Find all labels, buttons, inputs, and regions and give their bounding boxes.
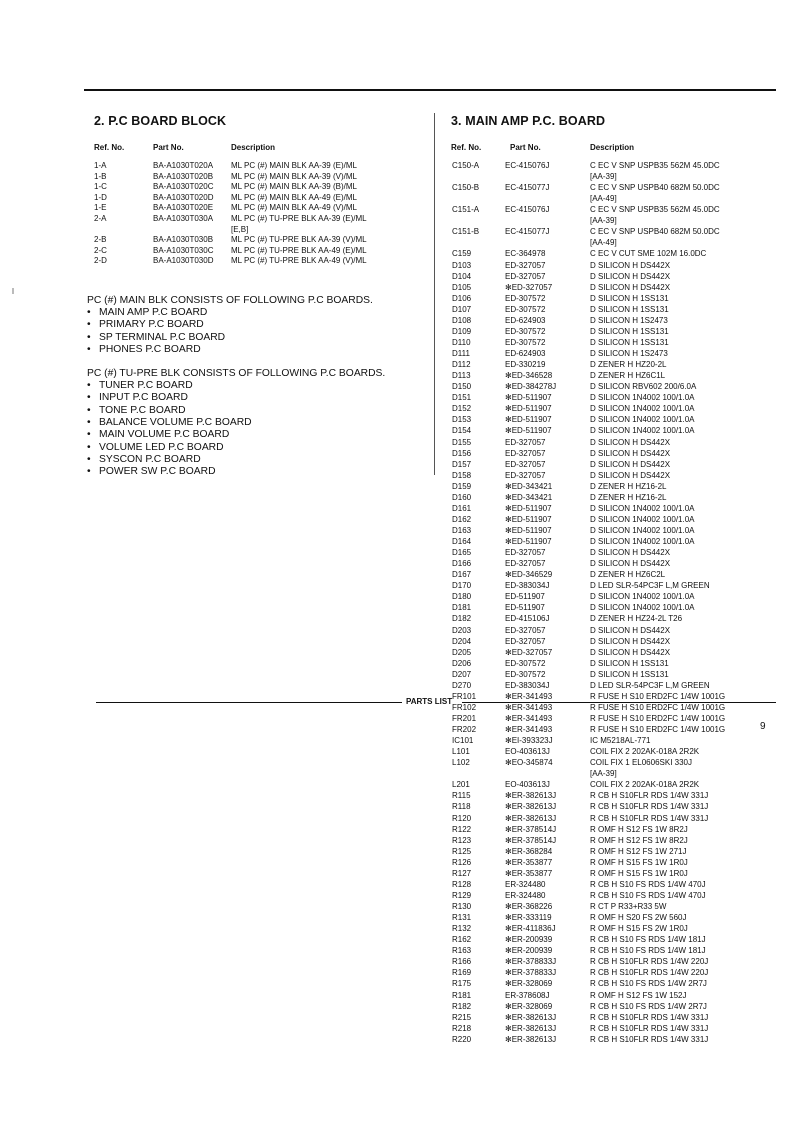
column-divider: [434, 113, 435, 475]
cell-ref-no: 1-B: [94, 171, 107, 181]
bullet-icon: •: [87, 466, 91, 478]
cell-ref-no: D161: [452, 503, 472, 513]
cell-ref-no: 2-A: [94, 214, 107, 223]
cell-ref-no: FR202: [452, 725, 477, 735]
cell-description: [E,B]: [231, 224, 249, 234]
cell-part-no: ✻ER-382613J: [505, 1012, 557, 1022]
cell-description: R OMF H S15 FS 1W 1R0J: [590, 857, 688, 867]
cell-description: ML PC (#) TU-PRE BLK AA-49 (V)/ML: [231, 256, 367, 266]
cell-part-no: ✻ER-200939: [505, 935, 553, 945]
bullet-icon: •: [87, 331, 91, 343]
cell-ref-no: D167: [452, 570, 472, 580]
cell-ref-no: R218: [452, 1023, 472, 1033]
cell-ref-no: C151-B: [452, 227, 480, 237]
cell-description: R CT P R33+R33 5W: [590, 902, 667, 912]
cell-part-no: ED-307572: [505, 304, 546, 314]
cell-ref-no: R115: [452, 791, 471, 801]
cell-description: R CB H S10FLR RDS 1/4W 331J: [590, 813, 709, 823]
cell-part-no: ED-624903: [505, 349, 546, 359]
cell-part-no: EO-403613J: [505, 747, 550, 757]
cell-ref-no: D112: [452, 360, 471, 370]
cell-ref-no: D104: [452, 271, 472, 281]
cell-part-no: BA-A1030T020E: [153, 203, 214, 213]
cell-ref-no: FR101: [452, 691, 477, 701]
cell-description: R FUSE H S10 ERD2FC 1/4W 1001G: [590, 702, 726, 712]
list-item-label: PHONES P.C BOARD: [99, 343, 201, 355]
cell-part-no: ✻ED-511907: [505, 525, 552, 535]
cell-ref-no: 2-D: [94, 256, 107, 266]
list-item-label: BALANCE VOLUME P.C BOARD: [99, 416, 252, 428]
cell-description: [AA-39]: [590, 172, 617, 182]
cell-description: D SILICON 1N4002 100/1.0A: [590, 525, 695, 535]
cell-ref-no: D111: [452, 349, 470, 359]
cell-description: D SILICON H DS442X: [590, 448, 671, 458]
cell-description: ML PC (#) MAIN BLK AA-39 (E)/ML: [231, 161, 357, 170]
list-item-label: MAIN AMP P.C BOARD: [99, 307, 208, 318]
cell-ref-no: D162: [452, 514, 472, 524]
cell-part-no: ✻ED-511907: [505, 415, 552, 425]
cell-part-no: ED-327057: [505, 437, 546, 447]
cell-description: R FUSE H S10 ERD2FC 1/4W 1001G: [590, 714, 726, 723]
cell-part-no: ED-327057: [505, 548, 546, 558]
cell-part-no: BA-A1030T030A: [153, 214, 214, 223]
cell-part-no: EC-415077J: [505, 183, 550, 193]
footer-rule-left: [96, 702, 402, 703]
cell-part-no: ✻ER-353877: [505, 868, 553, 878]
cell-description: R CB H S10FLR RDS 1/4W 220J: [590, 957, 709, 967]
bullet-icon: •: [87, 404, 91, 416]
cell-part-no: ✻ER-341493: [505, 714, 553, 723]
cell-part-no: ✻ER-378514J: [505, 824, 557, 834]
cell-description: D SILICON 1N4002 100/1.0A: [590, 603, 695, 613]
cell-ref-no: R163: [452, 946, 472, 956]
cell-part-no: ✻ER-341493: [505, 725, 553, 735]
cell-part-no: ✻ER-368284: [505, 846, 553, 856]
cell-description: D SILICON H DS442X: [590, 459, 671, 469]
cell-ref-no: D108: [452, 315, 472, 325]
cell-description: D SILICON H 1SS131: [590, 326, 669, 336]
cell-part-no: ED-327057: [505, 625, 546, 635]
bullet-icon: •: [87, 380, 91, 391]
cell-part-no: ED-511907: [505, 592, 545, 602]
cell-ref-no: D155: [452, 437, 472, 447]
main-blk-heading: PC (#) MAIN BLK CONSISTS OF FOLLOWING P.C BOARDS.: [87, 295, 373, 306]
cell-part-no: ✻ER-378514J: [505, 835, 557, 845]
cell-description: D SILICON H DS442X: [590, 559, 671, 569]
cell-part-no: ✻ER-333119: [505, 913, 552, 923]
cell-part-no: ED-327057: [505, 448, 546, 458]
cell-part-no: ✻ED-343421: [505, 492, 553, 502]
cell-description: R CB H S10 FS RDS 1/4W 2R7J: [590, 1001, 707, 1011]
cell-part-no: EO-403613J: [505, 780, 550, 790]
cell-part-no: ✻ED-511907: [505, 404, 552, 414]
cell-description: D SILICON H DS442X: [590, 647, 671, 657]
page-number: 9: [760, 721, 766, 732]
cell-description: COIL FIX 1 EL0606SKI 330J: [590, 758, 692, 768]
cell-description: R OMF H S12 FS 1W 271J: [590, 846, 687, 856]
cell-description: R CB H S10FLR RDS 1/4W 331J: [590, 1034, 709, 1044]
cell-description: R OMF H S15 FS 1W 1R0J: [590, 868, 688, 878]
list-item-label: MAIN VOLUME P.C BOARD: [99, 429, 230, 441]
cell-ref-no: R182: [452, 1001, 472, 1011]
cell-description: D ZENER H HZ16-2L: [590, 481, 667, 491]
cell-part-no: ✻ER-368226: [505, 902, 553, 912]
cell-ref-no: R166: [452, 957, 472, 967]
cell-part-no: ✻EO-345874: [505, 758, 553, 768]
cell-part-no: ✻ED-327057: [505, 282, 553, 292]
bullet-icon: •: [87, 343, 91, 355]
cell-part-no: BA-A1030T030B: [153, 235, 214, 245]
cell-ref-no: R215: [452, 1012, 472, 1022]
cell-ref-no: R162: [452, 935, 472, 945]
cell-ref-no: D106: [452, 293, 472, 303]
cell-description: [AA-49]: [590, 194, 617, 204]
cell-ref-no: R129: [452, 890, 472, 900]
cell-part-no: ED-327057: [505, 260, 546, 270]
cell-part-no: BA-A1030T020B: [153, 171, 214, 181]
cell-part-no: BA-A1030T020C: [153, 182, 214, 192]
header-part-no: Part No.: [153, 143, 184, 152]
list-item-label: SYSCON P.C BOARD: [99, 453, 201, 465]
cell-description: D SILICON 1N4002 100/1.0A: [590, 503, 695, 513]
cell-description: D SILICON H DS442X: [590, 548, 671, 558]
cell-description: D SILICON H 1SS131: [590, 304, 669, 314]
cell-part-no: ✻ER-411836J: [505, 924, 556, 934]
cell-description: D SILICON H 1SS131: [590, 337, 669, 347]
cell-description: D SILICON 1N4002 100/1.0A: [590, 404, 695, 414]
cell-part-no: EC-415077J: [505, 227, 550, 237]
cell-ref-no: D180: [452, 592, 472, 602]
cell-description: [AA-49]: [590, 238, 617, 248]
cell-description: D SILICON H 1SS131: [590, 658, 669, 668]
cell-ref-no: R128: [452, 879, 472, 889]
cell-part-no: ✻ED-511907: [505, 426, 552, 436]
cell-part-no: EC-415076J: [505, 161, 550, 170]
cell-description: D ZENER H HZ6C2L: [590, 570, 666, 580]
cell-ref-no: D151: [452, 393, 472, 403]
cell-ref-no: D206: [452, 658, 472, 668]
header-part-no: Part No.: [510, 143, 541, 152]
cell-description: R CB H S10FLR RDS 1/4W 331J: [590, 1012, 709, 1022]
cell-description: D SILICON 1N4002 100/1.0A: [590, 537, 695, 547]
cell-description: R CB H S10FLR RDS 1/4W 331J: [590, 1023, 709, 1033]
list-item-label: VOLUME LED P.C BOARD: [99, 441, 224, 453]
cell-description: D SILICON H 1SS131: [590, 669, 669, 679]
section-title-main-amp: 3. MAIN AMP P.C. BOARD: [451, 114, 606, 128]
cell-part-no: ✻ER-328069: [505, 1001, 553, 1011]
cell-part-no: BA-A1030T020D: [153, 192, 214, 202]
cell-part-no: ✻ER-382613J: [505, 1023, 557, 1033]
list-item-label: INPUT P.C BOARD: [99, 392, 188, 404]
section-title-pc-board-block: 2. P.C BOARD BLOCK: [94, 114, 227, 128]
cell-ref-no: R132: [452, 924, 472, 934]
bullet-icon: •: [87, 441, 91, 453]
cell-part-no: ✻ER-382613J: [505, 813, 557, 823]
cell-ref-no: R126: [452, 857, 472, 867]
cell-description: R FUSE H S10 ERD2FC 1/4W 1001G: [590, 725, 726, 735]
cell-ref-no: D107: [452, 304, 472, 314]
cell-part-no: BA-A1030T030D: [153, 256, 214, 266]
cell-description: C EC V SNP USPB35 562M 45.0DC: [590, 161, 720, 170]
cell-part-no: ED-327057: [505, 459, 546, 469]
cell-ref-no: L201: [452, 780, 470, 790]
cell-description: C EC V SNP USPB35 562M 45.0DC: [590, 205, 720, 215]
cell-part-no: ED-327057: [505, 470, 546, 480]
cell-ref-no: R123: [452, 835, 472, 845]
cell-ref-no: D105: [452, 282, 472, 292]
cell-description: R CB H S10 FS RDS 1/4W 2R7J: [590, 979, 707, 989]
cell-description: C EC V SNP USPB40 682M 50.0DC: [590, 183, 720, 193]
top-rule: [84, 89, 776, 91]
left-edge-mark: [12, 288, 14, 294]
cell-part-no: ER-378608J: [505, 990, 550, 1000]
cell-ref-no: L102: [452, 758, 470, 768]
bullet-icon: •: [87, 429, 91, 441]
cell-ref-no: FR102: [452, 702, 477, 712]
cell-ref-no: R125: [452, 846, 472, 856]
cell-part-no: ✻ED-346529: [505, 570, 553, 580]
cell-ref-no: 1-A: [94, 161, 107, 170]
cell-ref-no: R169: [452, 968, 472, 978]
cell-description: R OMF H S15 FS 2W 1R0J: [590, 924, 688, 934]
cell-description: R CB H S10FLR RDS 1/4W 331J: [590, 791, 709, 801]
cell-part-no: ✻ER-341493: [505, 702, 553, 712]
cell-part-no: ✻ER-382613J: [505, 802, 557, 812]
cell-ref-no: 1-D: [94, 192, 107, 202]
cell-description: R FUSE H S10 ERD2FC 1/4W 1001G: [590, 691, 726, 701]
cell-description: D SILICON H DS442X: [590, 271, 671, 281]
cell-ref-no: C159: [452, 249, 472, 259]
cell-part-no: ED-383034J: [505, 581, 550, 591]
cell-description: D ZENER H HZ20-2L: [590, 360, 667, 370]
cell-description: D LED SLR-54PC3F L,M GREEN: [590, 581, 710, 591]
cell-description: R CB H S10 FS RDS 1/4W 470J: [590, 879, 706, 889]
cell-ref-no: D205: [452, 647, 472, 657]
cell-description: D SILICON H 1S2473: [590, 349, 668, 359]
cell-ref-no: D157: [452, 459, 472, 469]
cell-description: D ZENER H HZ6C1L: [590, 371, 666, 381]
cell-description: R CB H S10FLR RDS 1/4W 331J: [590, 802, 709, 812]
cell-ref-no: D163: [452, 525, 472, 535]
cell-ref-no: 1-C: [94, 182, 107, 192]
cell-description: D ZENER H HZ16-2L: [590, 492, 667, 502]
cell-part-no: ED-330219: [505, 360, 546, 370]
header-ref-no: Ref. No.: [451, 143, 482, 152]
cell-ref-no: D153: [452, 415, 472, 425]
cell-ref-no: R220: [452, 1034, 472, 1044]
bullet-icon: •: [87, 392, 91, 404]
cell-ref-no: 2-B: [94, 235, 107, 245]
cell-description: ML PC (#) TU-PRE BLK AA-39 (V)/ML: [231, 235, 367, 245]
cell-description: D SILICON 1N4002 100/1.0A: [590, 393, 695, 403]
cell-ref-no: D170: [452, 581, 472, 591]
cell-part-no: ✻ED-384278J: [505, 382, 557, 392]
cell-description: D ZENER H HZ24-2L T26: [590, 614, 683, 624]
cell-ref-no: D203: [452, 625, 472, 635]
cell-description: R CB H S10 FS RDS 1/4W 181J: [590, 935, 706, 945]
cell-description: C EC V CUT SME 102M 16.0DC: [590, 249, 707, 259]
bullet-icon: •: [87, 307, 91, 318]
cell-description: [AA-39]: [590, 216, 617, 226]
cell-part-no: ED-624903: [505, 315, 546, 325]
cell-part-no: ED-383034J: [505, 680, 550, 690]
cell-part-no: EC-364978: [505, 249, 546, 259]
cell-description: D SILICON RBV602 200/6.0A: [590, 382, 697, 392]
cell-ref-no: D159: [452, 481, 472, 491]
cell-part-no: ED-307572: [505, 293, 546, 303]
cell-part-no: ED-327057: [505, 559, 546, 569]
cell-description: [AA-39]: [590, 769, 617, 779]
cell-part-no: ED-415106J: [505, 614, 550, 624]
cell-part-no: ED-327057: [505, 636, 546, 646]
cell-description: R OMF H S20 FS 2W 560J: [590, 913, 687, 923]
cell-ref-no: D156: [452, 448, 472, 458]
cell-description: ML PC (#) TU-PRE BLK AA-39 (E)/ML: [231, 214, 367, 223]
cell-part-no: ✻ER-341493: [505, 691, 553, 701]
footer-label: PARTS LIST: [406, 697, 453, 706]
cell-part-no: ED-327057: [505, 271, 546, 281]
list-item-label: PRIMARY P.C BOARD: [99, 319, 204, 331]
cell-description: D SILICON 1N4002 100/1.0A: [590, 592, 695, 602]
cell-ref-no: D166: [452, 559, 472, 569]
header-ref-no: Ref. No.: [94, 143, 125, 152]
cell-part-no: ✻ER-328069: [505, 979, 553, 989]
cell-ref-no: 1-E: [94, 203, 107, 213]
cell-ref-no: R181: [452, 990, 472, 1000]
cell-ref-no: L101: [452, 747, 470, 757]
cell-description: C EC V SNP USPB40 682M 50.0DC: [590, 227, 720, 237]
cell-description: ML PC (#) MAIN BLK AA-49 (V)/ML: [231, 203, 357, 213]
cell-description: ML PC (#) MAIN BLK AA-39 (B)/ML: [231, 182, 357, 192]
cell-ref-no: D109: [452, 326, 472, 336]
cell-description: D SILICON H DS442X: [590, 260, 671, 270]
cell-description: D SILICON H DS442X: [590, 636, 671, 646]
cell-ref-no: R175: [452, 979, 472, 989]
cell-description: D SILICON H 1S2473: [590, 315, 668, 325]
cell-ref-no: D165: [452, 548, 472, 558]
cell-part-no: ED-307572: [505, 669, 546, 679]
cell-ref-no: FR201: [452, 714, 477, 723]
cell-description: ML PC (#) MAIN BLK AA-39 (V)/ML: [231, 171, 357, 181]
tupre-blk-heading: PC (#) TU-PRE BLK CONSISTS OF FOLLOWING P.C BOARDS.: [87, 368, 386, 379]
cell-ref-no: C150-B: [452, 183, 480, 193]
cell-ref-no: 2-C: [94, 245, 107, 255]
cell-description: D SILICON H DS442X: [590, 625, 671, 635]
cell-description: D SILICON H 1SS131: [590, 293, 669, 303]
cell-part-no: ED-307572: [505, 337, 546, 347]
cell-part-no: ER-324480: [505, 890, 546, 900]
cell-description: D SILICON H DS442X: [590, 282, 671, 292]
footer-rule-right: [462, 702, 776, 703]
cell-ref-no: C151-A: [452, 205, 480, 215]
cell-description: R CB H S10 FS RDS 1/4W 470J: [590, 890, 706, 900]
cell-ref-no: D150: [452, 382, 472, 392]
cell-part-no: ✻ER-200939: [505, 946, 553, 956]
cell-description: R OMF H S12 FS 1W 8R2J: [590, 824, 688, 834]
cell-part-no: ✻ER-382613J: [505, 1034, 557, 1044]
cell-part-no: ✻ED-511907: [505, 393, 552, 403]
cell-part-no: ED-307572: [505, 326, 546, 336]
cell-ref-no: R118: [452, 802, 471, 812]
cell-description: D SILICON H DS442X: [590, 437, 671, 447]
cell-part-no: ✻ED-511907: [505, 503, 552, 513]
cell-part-no: ✻ED-343421: [505, 481, 553, 491]
cell-description: ML PC (#) MAIN BLK AA-49 (E)/ML: [231, 192, 357, 202]
cell-ref-no: R120: [452, 813, 472, 823]
cell-description: D SILICON 1N4002 100/1.0A: [590, 514, 695, 524]
cell-description: IC M5218AL-771: [590, 736, 651, 746]
cell-ref-no: R130: [452, 902, 472, 912]
cell-part-no: ✻ED-511907: [505, 537, 552, 547]
cell-part-no: ✻EI-393323J: [505, 736, 553, 746]
cell-ref-no: R131: [452, 913, 472, 923]
bullet-icon: •: [87, 319, 91, 331]
cell-ref-no: D113: [452, 371, 471, 381]
cell-description: D LED SLR-54PC3F L,M GREEN: [590, 680, 710, 690]
cell-part-no: ✻ER-378833J: [505, 968, 557, 978]
cell-description: ML PC (#) TU-PRE BLK AA-49 (E)/ML: [231, 245, 367, 255]
cell-ref-no: D154: [452, 426, 472, 436]
cell-ref-no: D164: [452, 537, 472, 547]
header-description: Description: [590, 143, 635, 152]
list-item-label: TONE P.C BOARD: [99, 404, 186, 416]
cell-ref-no: C150-A: [452, 161, 480, 170]
list-item-label: TUNER P.C BOARD: [99, 380, 193, 391]
cell-part-no: ✻ED-327057: [505, 647, 553, 657]
cell-ref-no: D181: [452, 603, 472, 613]
header-description: Description: [231, 143, 276, 152]
cell-part-no: EC-415076J: [505, 205, 550, 215]
cell-description: R CB H S10 FS RDS 1/4W 181J: [590, 946, 706, 956]
cell-ref-no: D207: [452, 669, 472, 679]
cell-part-no: ✻ED-511907: [505, 514, 552, 524]
cell-ref-no: D152: [452, 404, 472, 414]
cell-part-no: ED-511907: [505, 603, 545, 613]
list-item-label: POWER SW P.C BOARD: [99, 466, 216, 478]
cell-description: D SILICON H DS442X: [590, 470, 671, 480]
cell-ref-no: IC101: [452, 736, 474, 746]
cell-ref-no: D270: [452, 680, 472, 690]
cell-part-no: ✻ER-353877: [505, 857, 553, 867]
cell-ref-no: D158: [452, 470, 472, 480]
cell-part-no: ED-307572: [505, 658, 546, 668]
cell-part-no: ✻ER-378833J: [505, 957, 557, 967]
cell-description: COIL FIX 2 202AK-018A 2R2K: [590, 780, 700, 790]
cell-part-no: BA-A1030T020A: [153, 161, 214, 170]
cell-ref-no: D160: [452, 492, 472, 502]
cell-ref-no: D103: [452, 260, 472, 270]
cell-description: R CB H S10FLR RDS 1/4W 220J: [590, 968, 709, 978]
list-item-label: SP TERMINAL P.C BOARD: [99, 331, 226, 343]
cell-description: R OMF H S12 FS 1W 152J: [590, 990, 687, 1000]
cell-ref-no: R127: [452, 868, 472, 878]
cell-description: COIL FIX 2 202AK-018A 2R2K: [590, 747, 700, 757]
cell-part-no: ER-324480: [505, 879, 546, 889]
cell-part-no: BA-A1030T030C: [153, 245, 214, 255]
cell-description: D SILICON 1N4002 100/1.0A: [590, 415, 695, 425]
cell-ref-no: D204: [452, 636, 472, 646]
cell-ref-no: D182: [452, 614, 472, 624]
cell-description: D SILICON 1N4002 100/1.0A: [590, 426, 695, 436]
cell-ref-no: R122: [452, 824, 472, 834]
bullet-icon: •: [87, 453, 91, 465]
bullet-icon: •: [87, 416, 91, 428]
cell-part-no: ✻ED-346528: [505, 371, 553, 381]
cell-part-no: ✻ER-382613J: [505, 791, 557, 801]
cell-description: R OMF H S12 FS 1W 8R2J: [590, 835, 688, 845]
cell-ref-no: D110: [452, 337, 471, 347]
